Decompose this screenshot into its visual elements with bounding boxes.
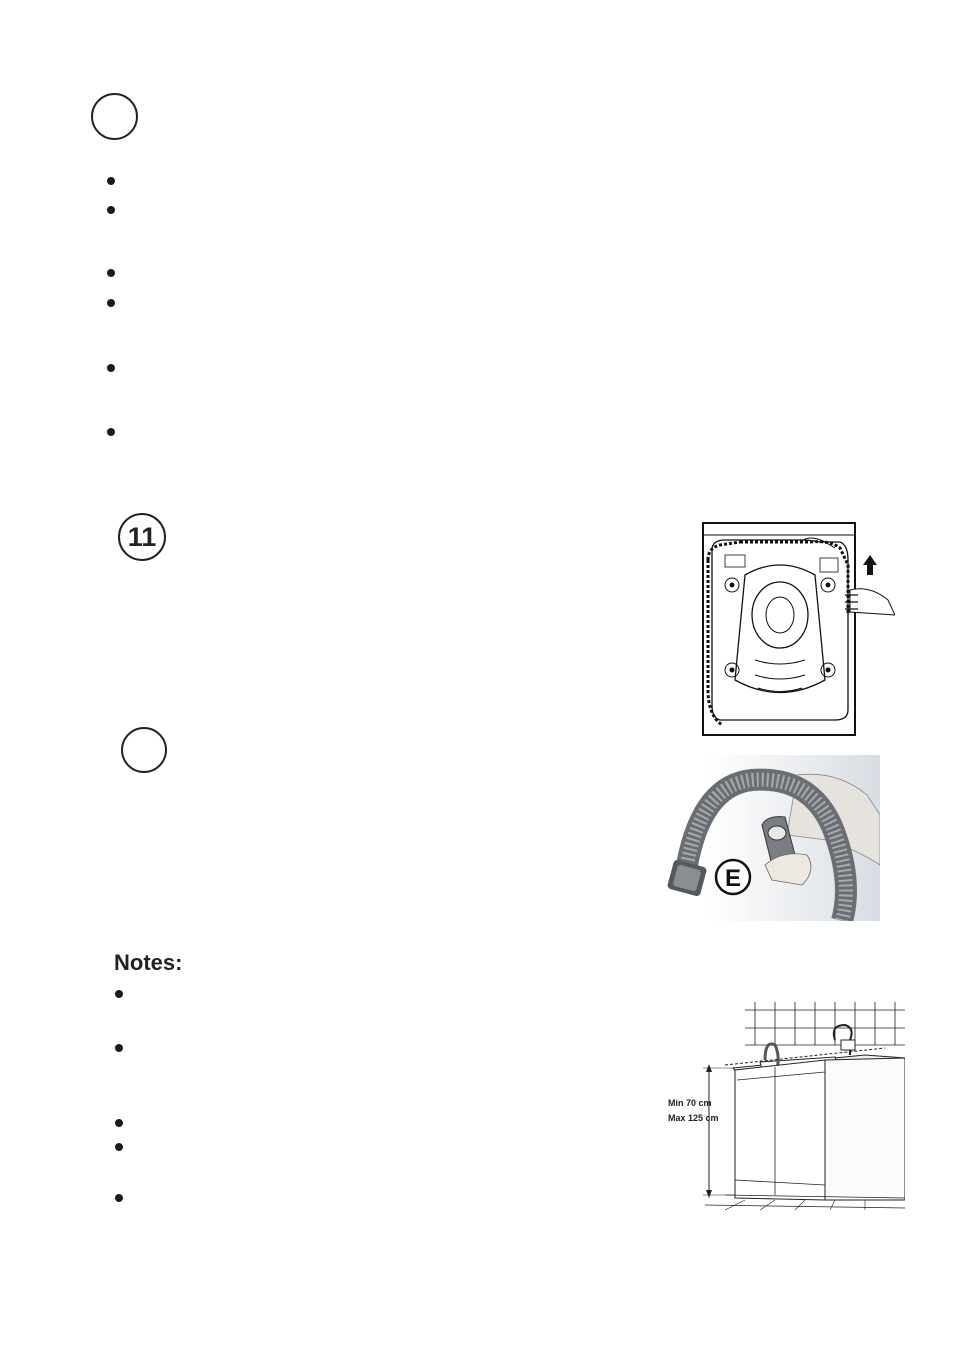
sink-max-label: Max 125 cm — [668, 1113, 719, 1123]
bullet-point — [107, 428, 115, 436]
bullet-point — [115, 1119, 123, 1127]
bullet-point — [107, 177, 115, 185]
bullet-point — [115, 1194, 123, 1202]
step-number-circle-12 — [121, 727, 167, 773]
bullet-point — [115, 990, 123, 998]
machine-back-figure — [700, 520, 895, 738]
bullet-point — [115, 1044, 123, 1052]
bullet-point — [107, 299, 115, 307]
notes-title: Notes: — [114, 950, 183, 975]
drain-hose-figure — [667, 755, 880, 921]
bullet-point — [107, 269, 115, 277]
sink-min-label: Min 70 cm — [668, 1098, 712, 1108]
bullet-point — [107, 364, 115, 372]
bullet-point — [115, 1143, 123, 1151]
step-number-circle-11: 11 — [118, 513, 166, 561]
hose-bracket-label: E — [724, 865, 742, 892]
bullet-point — [107, 206, 115, 214]
sink-installation-figure — [665, 1000, 905, 1210]
step-number-circle-top — [91, 93, 138, 140]
